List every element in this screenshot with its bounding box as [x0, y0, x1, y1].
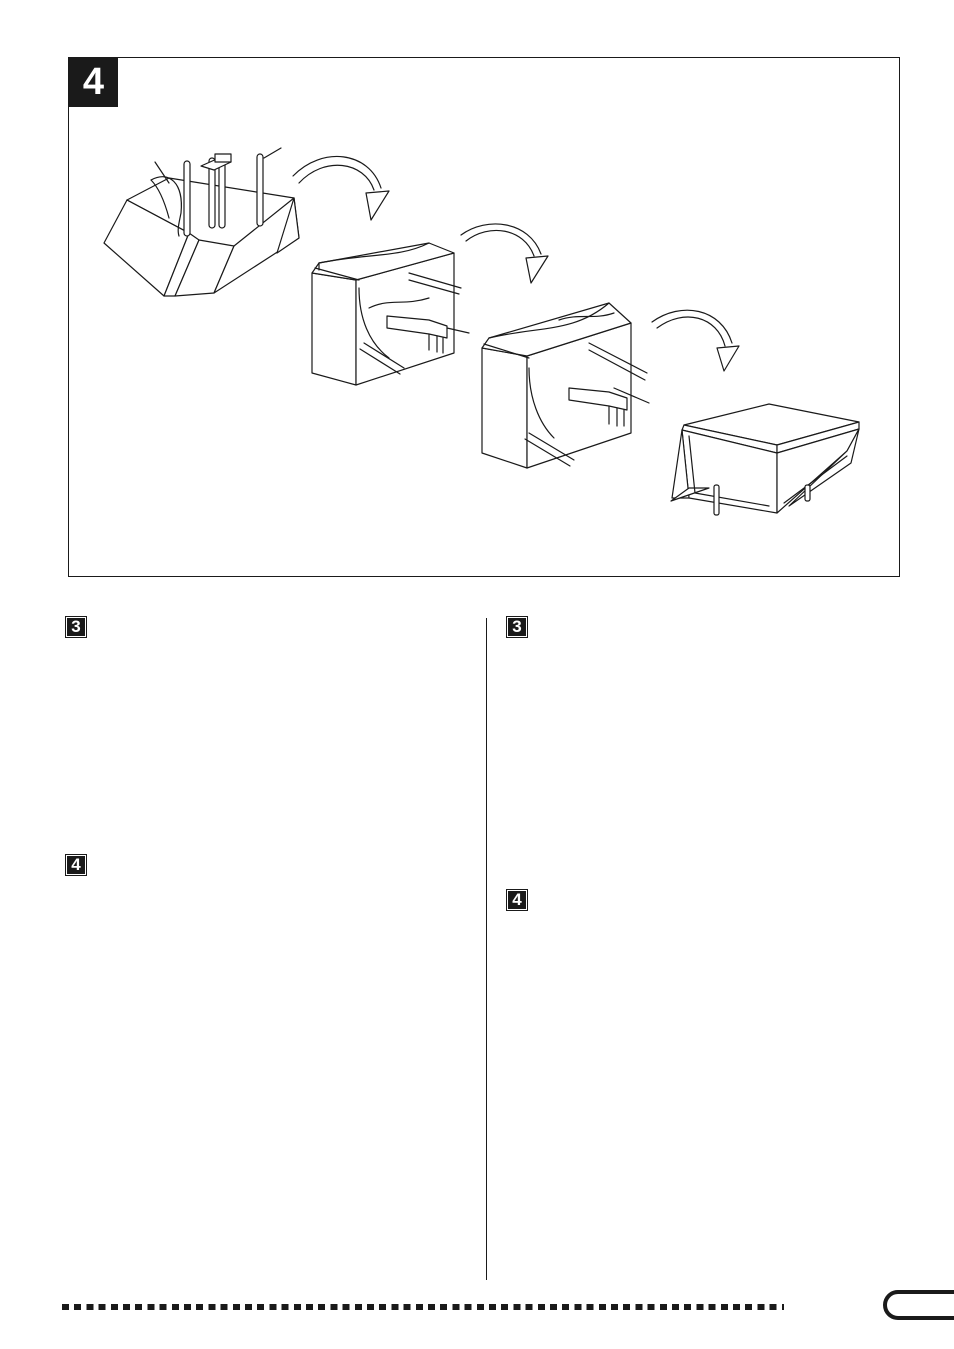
column-divider	[486, 618, 487, 1280]
curved-arrow-icon	[461, 224, 548, 283]
unpacking-illustration	[69, 58, 899, 576]
figure-step-badge: 4	[69, 58, 118, 107]
right-step-badge-4: 4	[507, 890, 527, 910]
footer-dotted-rule	[62, 1304, 784, 1310]
flattened-carton	[671, 404, 859, 515]
right-step-badge-3: 3	[507, 617, 527, 637]
figure-frame	[68, 57, 900, 577]
curved-arrow-icon	[293, 156, 389, 220]
carton-side-view-2	[482, 303, 649, 468]
left-step-badge-4: 4	[66, 855, 86, 875]
open-carton-box	[104, 148, 299, 296]
left-step-badge-3: 3	[66, 617, 86, 637]
carton-side-view-1	[312, 243, 469, 385]
curved-arrow-icon	[652, 310, 739, 371]
page-number-tab	[883, 1290, 954, 1320]
